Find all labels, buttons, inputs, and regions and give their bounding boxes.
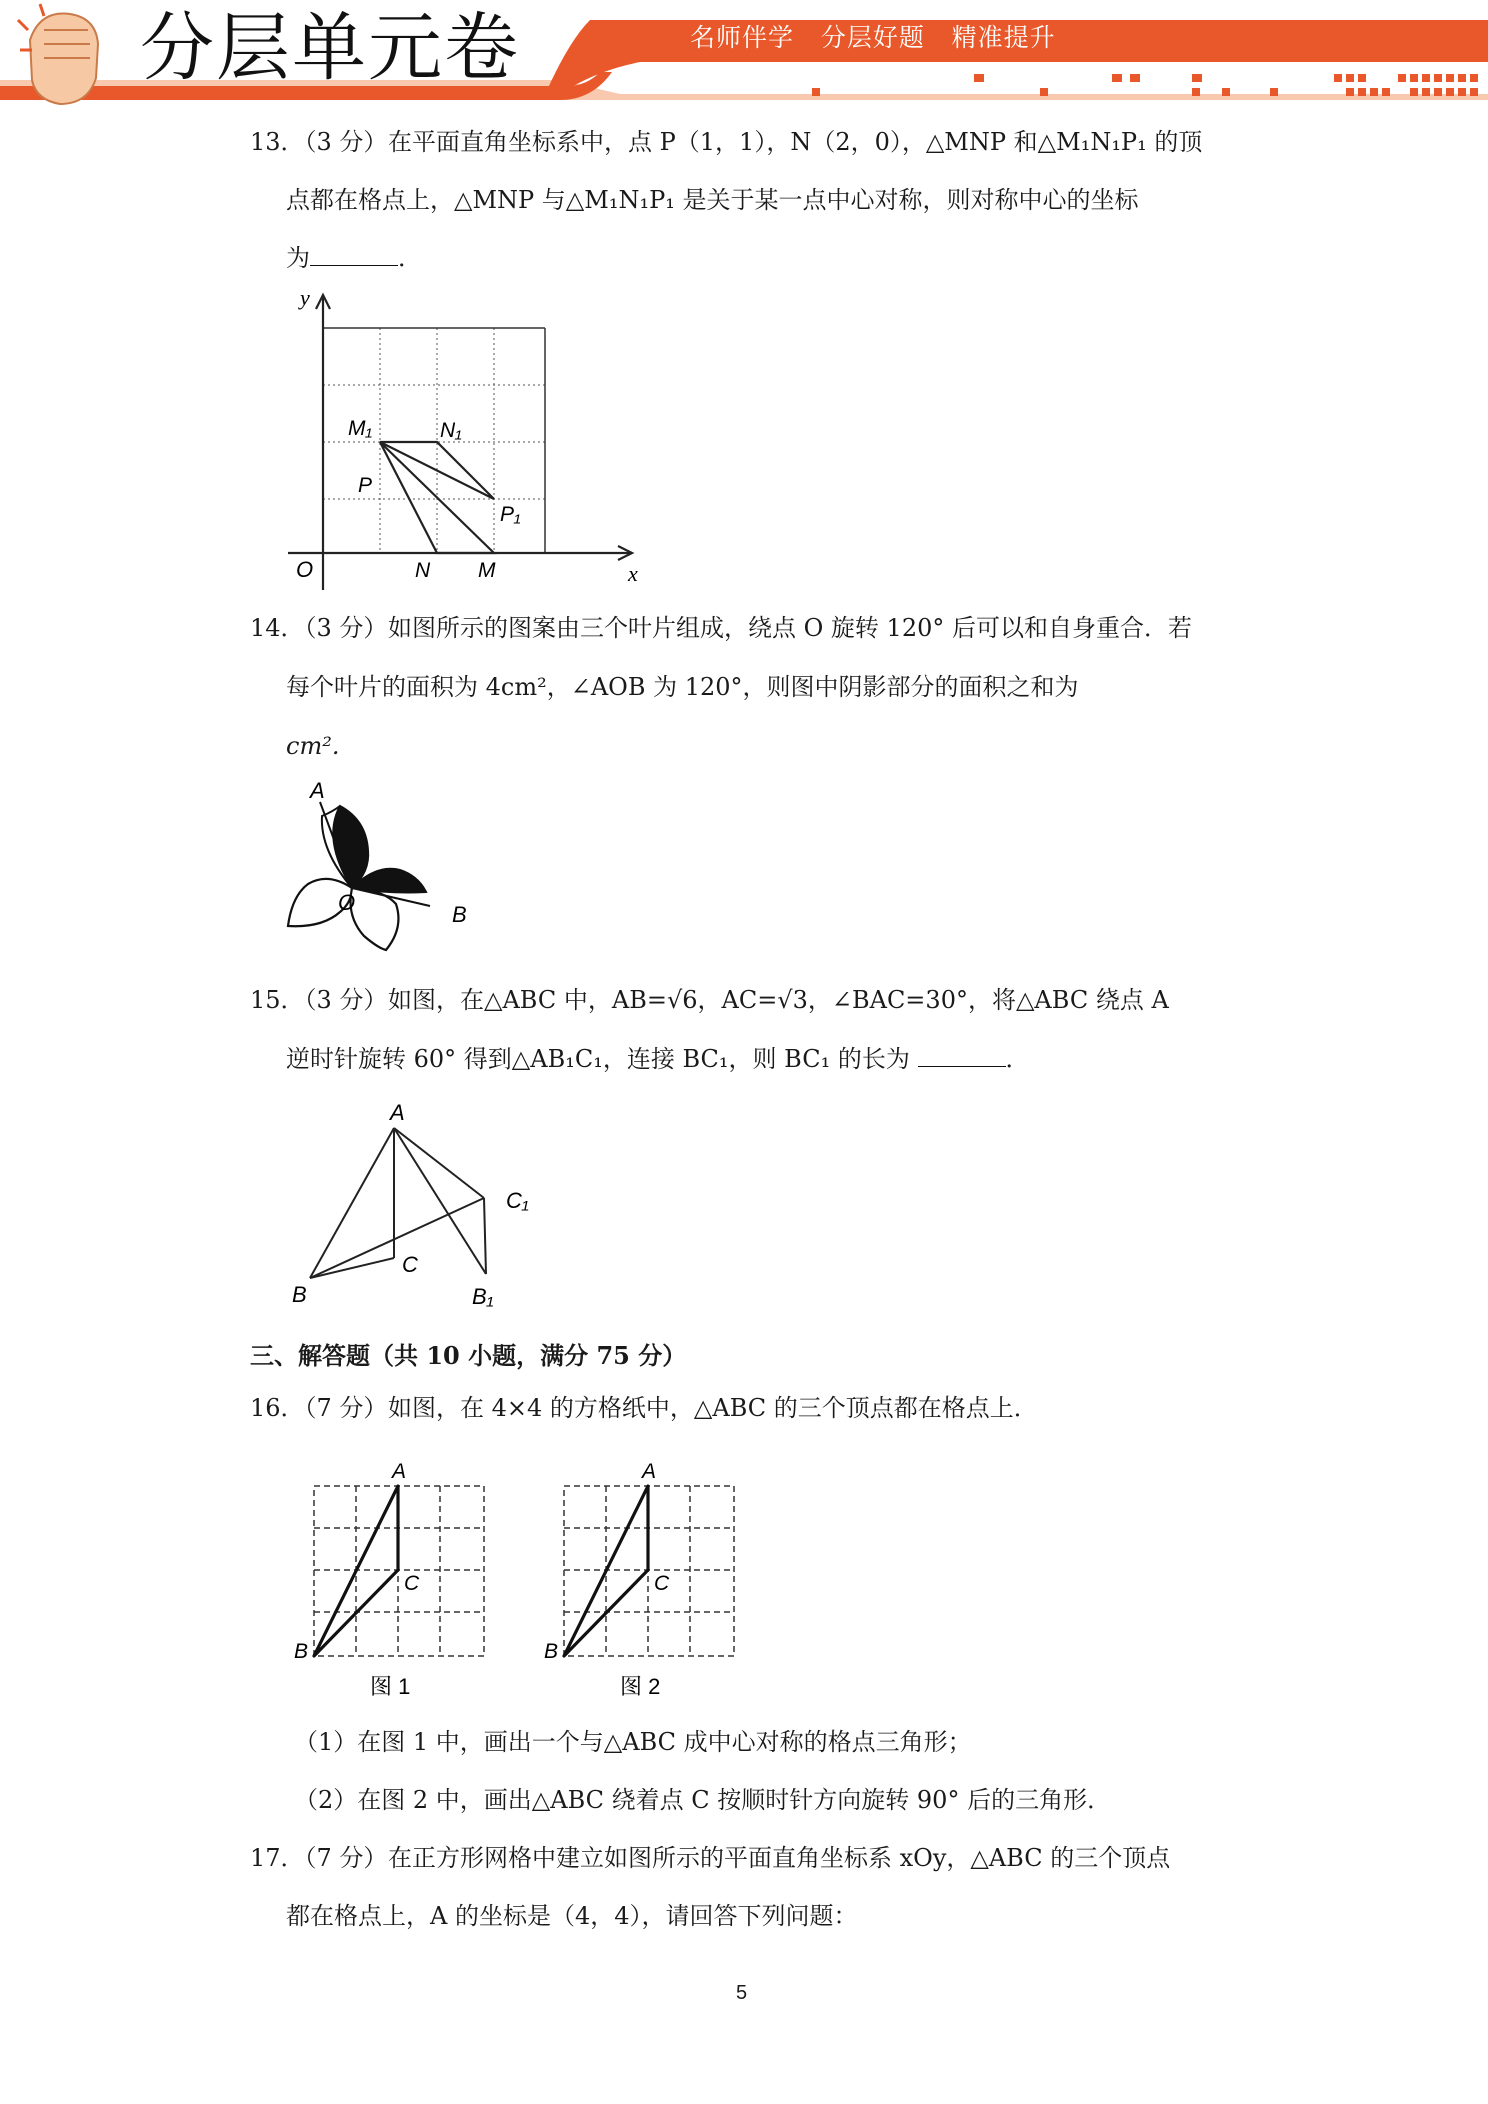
answer-blank bbox=[918, 1044, 1006, 1067]
question-number: 17．（7 分） bbox=[250, 1844, 388, 1872]
axis-label-y: y bbox=[300, 285, 310, 310]
grid-figure-1 bbox=[280, 1450, 510, 1712]
point-label-b: B bbox=[294, 1640, 309, 1663]
header-title: 分层单元卷 bbox=[140, 5, 520, 91]
grid-figure-2 bbox=[530, 1450, 760, 1712]
point-label-c: C bbox=[402, 1252, 418, 1277]
question-text-line: 在正方形网格中建立如图所示的平面直角坐标系 xOy，△ABC 的三个顶点 bbox=[388, 1844, 1171, 1872]
figure-caption: 图 2 bbox=[620, 1674, 661, 1699]
question-text-line: 都在格点上，A 的坐标是（4，4），请回答下列问题： bbox=[286, 1902, 858, 1930]
triangle-m1n1p1 bbox=[380, 442, 494, 499]
question-text-line: 为 ． bbox=[286, 244, 422, 272]
point-label-c1: C₁ bbox=[506, 1188, 529, 1213]
question-text-line: 点都在格点上，△MNP 与△M₁N₁P₁ 是关于某一点中心对称，则对称中心的坐标 bbox=[286, 186, 1139, 214]
point-label-b: B bbox=[452, 902, 467, 927]
point-label-a: A bbox=[310, 780, 325, 803]
point-label-b: B bbox=[292, 1282, 307, 1307]
point-label-b: B bbox=[544, 1640, 559, 1663]
point-label-n: N bbox=[415, 559, 431, 582]
point-label-c: C bbox=[404, 1572, 420, 1595]
figure-caption: 图 1 bbox=[370, 1674, 411, 1699]
point-label-o: O bbox=[338, 890, 356, 915]
point-label-m: M bbox=[478, 559, 496, 582]
point-label-p: P bbox=[358, 474, 373, 497]
question-text-line: 在平面直角坐标系中，点 P（1，1），N（2，0），△MNP 和△M₁N₁P₁ 的顶 bbox=[388, 128, 1203, 156]
section-heading: 三、解答题（共 10 小题，满分 75 分） bbox=[250, 1341, 687, 1370]
question-text-line: 每个叶片的面积为 4cm²，∠AOB 为 120°，则图中阴影部分的面积之和为 bbox=[286, 673, 1079, 701]
point-label-a: A bbox=[392, 1460, 407, 1483]
question-text-line: 逆时针旋转 60° 得到△AB₁C₁，连接 BC₁，则 BC₁ 的长为 ． bbox=[286, 1045, 1030, 1073]
header-slogan: 名师伴学 分层好题 精准提升 bbox=[690, 23, 1056, 52]
question-number: 14．（3 分） bbox=[250, 614, 388, 642]
question-text-line: 如图所示的图案由三个叶片组成，绕点 O 旋转 120° 后可以和自身重合．若 bbox=[388, 614, 1192, 642]
point-label-b1: B₁ bbox=[472, 1284, 494, 1309]
page-number: 5 bbox=[736, 1982, 748, 2004]
coordinate-grid-figure bbox=[280, 285, 650, 590]
point-label-p1: P₁ bbox=[500, 503, 521, 526]
rotated-triangle-figure bbox=[280, 1098, 560, 1313]
question-number: 13．（3 分） bbox=[250, 128, 388, 156]
leaf-pattern-figure bbox=[280, 780, 480, 960]
point-label-a: A bbox=[642, 1460, 657, 1483]
question-text-line: 如图，在△ABC 中，AB=√6，AC=√3，∠BAC=30°，将△ABC 绕点 A bbox=[388, 986, 1169, 1014]
question-text: 为 bbox=[286, 244, 310, 272]
sub-question-1: （1）在图 1 中，画出一个与△ABC 成中心对称的格点三角形； bbox=[294, 1728, 972, 1756]
question-text-line bbox=[286, 731, 339, 761]
point-label-n1: N₁ bbox=[440, 419, 462, 442]
origin-label: O bbox=[296, 557, 314, 582]
question-number: 16．（7 分） bbox=[250, 1394, 388, 1422]
question-text-line: 如图，在 4×4 的方格纸中，△ABC 的三个顶点都在格点上． bbox=[388, 1394, 1038, 1422]
axis-label-x: x bbox=[628, 561, 638, 586]
sub-question-2: （2）在图 2 中，画出△ABC 绕着点 C 按顺时针方向旋转 90° 后的三角形． bbox=[294, 1786, 1112, 1814]
question-text: 逆时针旋转 60° 得到△AB₁C₁，连接 BC₁，则 BC₁ 的长为 bbox=[286, 1045, 910, 1073]
question-text: cm². bbox=[286, 732, 340, 760]
point-label-c: C bbox=[654, 1572, 670, 1595]
question-number: 15．（3 分） bbox=[250, 986, 388, 1014]
decorative-squares bbox=[812, 74, 1478, 96]
point-label-a: A bbox=[390, 1100, 405, 1125]
answer-blank bbox=[310, 243, 398, 266]
point-label-m1: M₁ bbox=[348, 417, 373, 440]
